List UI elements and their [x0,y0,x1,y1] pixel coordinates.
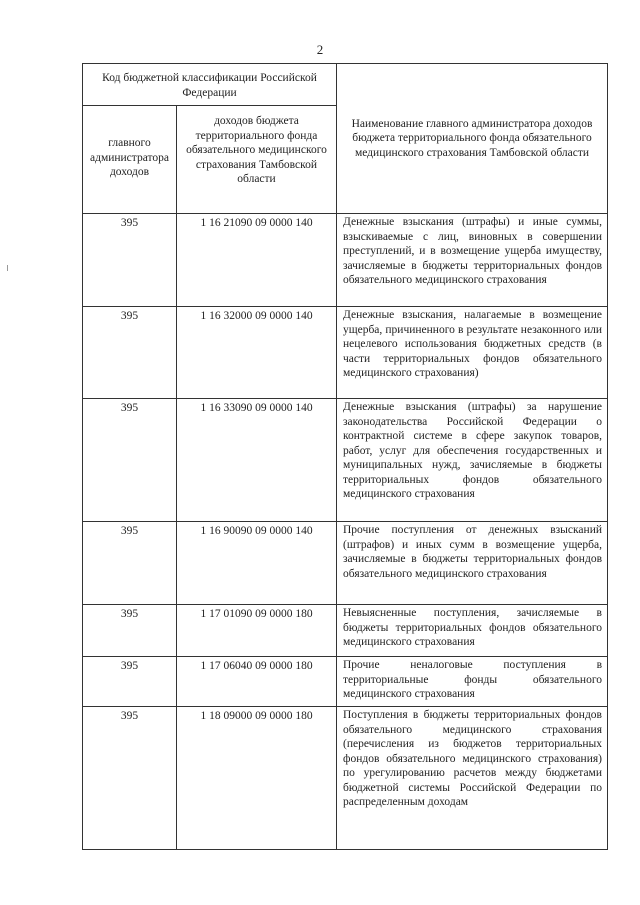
income-code-cell: 1 16 32000 09 0000 140 [177,307,337,399]
income-name-cell: Поступления в бюджеты территориальных фондов обязательного медицинского страхования (перечисления из бюджетов территориальных фондов обязательного медицинского страхования) по урегулированию расчетов между бюджетами бюджетной системы Российской Федерации по распределенным доходам [337,707,608,850]
income-code-cell: 1 17 06040 09 0000 180 [177,657,337,707]
income-name-cell: Денежные взыскания (штрафы) и иные суммы, взыскиваемые с лиц, виновных в совершении преступлений, и в возмещение ущерба имуществу, зачисляемые в бюджеты территориальных фондов обязательного медицинского страхования [337,214,608,307]
income-name-cell: Невыясненные поступления, зачисляемые в бюджеты территориальных фондов обязательного медицинского страхования [337,605,608,657]
table-row [83,522,608,605]
admin-code-cell: 395 [83,522,177,605]
income-code-cell: 1 16 90090 09 0000 140 [177,522,337,605]
income-name-cell: Прочие неналоговые поступления в территориальные фонды обязательного медицинского страхования [337,657,608,707]
income-code-cell: 1 16 21090 09 0000 140 [177,214,337,307]
header-chief-administrator: главного администратора доходов [83,106,177,214]
income-name-cell: Денежные взыскания (штрафы) за нарушение законодательства Российской Федерации о контрактной системе в сфере закупок товаров, работ, услуг для обеспечения государственных и муниципальных нужд, зачисляемые в бюджеты территориальных фондов обязательного медицинского страхования [337,399,608,522]
income-name-cell: Денежные взыскания, налагаемые в возмещение ущерба, причиненного в результате незаконного или нецелевого использования бюджетных средств (в части территориальных фондов обязательного медицинского страхования) [337,307,608,399]
admin-code-cell: 395 [83,605,177,657]
admin-code-cell: 395 [83,307,177,399]
income-code-cell: 1 17 01090 09 0000 180 [177,605,337,657]
budget-codes-table [82,63,608,850]
table-body [83,64,608,850]
page-number: 2 [316,42,324,57]
income-name-cell: Прочие поступления от денежных взысканий (штрафов) и иных сумм в возмещение ущерба, зачисляемые в бюджеты территориальных фондов обязательного медицинского страхования [337,522,608,605]
income-code-cell: 1 18 09000 09 0000 180 [177,707,337,850]
income-code-cell: 1 16 33090 09 0000 140 [177,399,337,522]
header-administrator-name: Наименование главного администратора доходов бюджета территориального фонда обязательного медицинского страхования Тамбовской области [337,64,608,214]
header-budget-income: доходов бюджета территориального фонда обязательного медицинского страхования Тамбовской области [177,106,337,214]
admin-code-cell: 395 [83,214,177,307]
header-row-group [83,64,608,106]
admin-code-cell: 395 [83,399,177,522]
table-row [83,307,608,399]
table-row [83,399,608,522]
table-row [83,214,608,307]
table-row [83,707,608,850]
table-row [83,657,608,707]
table-row [83,605,608,657]
admin-code-cell: 395 [83,657,177,707]
admin-code-cell: 395 [83,707,177,850]
header-budget-classification-code: Код бюджетной классификации Российской Федерации [83,64,337,106]
scan-artifact-mark [7,265,8,271]
